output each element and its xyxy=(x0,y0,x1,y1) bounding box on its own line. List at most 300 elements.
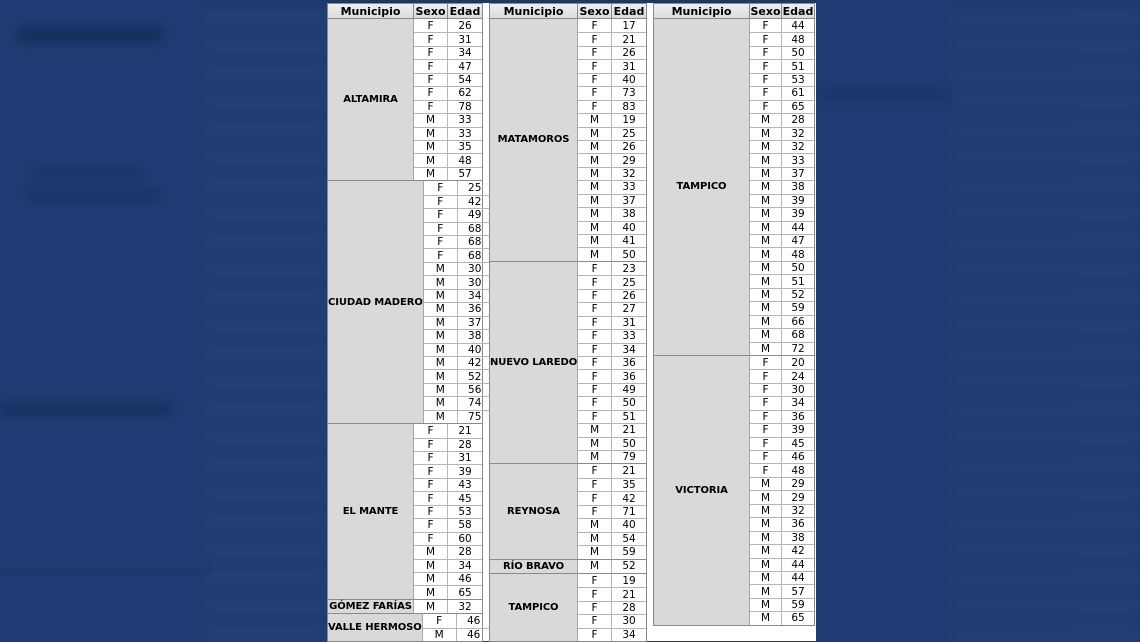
municipio-group xyxy=(328,180,482,423)
sexo-cell: M xyxy=(578,195,612,207)
sexo-cell: F xyxy=(424,196,458,208)
table-row xyxy=(578,167,646,180)
sexo-cell: M xyxy=(578,181,612,193)
sexo-cell: M xyxy=(414,600,448,613)
edad-cell: 52 xyxy=(622,560,636,573)
edad-cell: 48 xyxy=(791,248,805,261)
table-header-row xyxy=(328,4,482,19)
table-row xyxy=(750,584,814,597)
sexo-cell: M xyxy=(414,546,448,558)
sexo-cell: M xyxy=(424,370,458,382)
edad-cell: 21 xyxy=(458,424,472,437)
edad-cell: 75 xyxy=(468,410,482,423)
sexo-cell: F xyxy=(414,101,448,113)
sexo-cell: M xyxy=(414,128,448,140)
sexo-cell: M xyxy=(750,248,782,260)
table-row xyxy=(578,478,646,491)
municipio-name: GÓMEZ FARÍAS xyxy=(328,600,414,613)
edad-cell: 32 xyxy=(791,504,805,517)
table-row xyxy=(414,32,482,45)
sexo-cell: F xyxy=(414,479,448,491)
edad-cell: 27 xyxy=(622,303,636,316)
table-row xyxy=(414,153,482,166)
edad-cell: 19 xyxy=(622,114,636,127)
table-row xyxy=(578,356,646,369)
edad-cell: 38 xyxy=(791,531,805,544)
sexo-cell: M xyxy=(414,114,448,126)
group-rows xyxy=(414,19,482,180)
sexo-cell: M xyxy=(578,438,612,450)
table-row xyxy=(578,207,646,220)
table-row xyxy=(750,140,814,153)
column-header-edad: Edad xyxy=(449,4,481,18)
edad-cell: 38 xyxy=(468,330,482,343)
table-row xyxy=(414,559,482,572)
sexo-cell: F xyxy=(750,47,782,59)
table-row xyxy=(414,464,482,477)
table-row xyxy=(750,410,814,423)
edad-cell: 51 xyxy=(622,410,636,423)
edad-cell: 34 xyxy=(622,343,636,356)
table-row xyxy=(424,222,492,235)
edad-cell: 49 xyxy=(622,384,636,397)
sexo-cell: M xyxy=(414,573,448,585)
table-row xyxy=(414,424,482,437)
edad-cell: 40 xyxy=(468,343,482,356)
table-row xyxy=(424,316,492,329)
sexo-cell: M xyxy=(424,290,458,302)
edad-cell: 42 xyxy=(468,357,482,370)
table-row xyxy=(414,532,482,545)
edad-cell: 71 xyxy=(622,505,636,518)
edad-cell: 36 xyxy=(622,357,636,370)
table-row xyxy=(578,127,646,140)
sexo-cell: M xyxy=(750,343,782,355)
sexo-cell: M xyxy=(750,262,782,274)
table-row xyxy=(578,194,646,207)
table-row xyxy=(578,100,646,113)
background-blurred-text xyxy=(820,90,950,100)
table-row xyxy=(750,261,814,274)
sexo-cell: F xyxy=(750,33,782,45)
table-row xyxy=(750,544,814,557)
table-row xyxy=(750,463,814,476)
edad-cell: 48 xyxy=(458,154,472,167)
table-row xyxy=(414,73,482,86)
group-rows xyxy=(578,262,646,464)
edad-cell: 34 xyxy=(458,47,472,60)
edad-cell: 49 xyxy=(468,209,482,222)
table-row xyxy=(414,438,482,451)
sexo-cell: M xyxy=(424,303,458,315)
edad-cell: 28 xyxy=(458,438,472,451)
sexo-cell: F xyxy=(578,47,612,59)
table-row xyxy=(578,574,646,587)
sexo-cell: F xyxy=(578,290,612,302)
background-blurred-column xyxy=(953,0,1065,641)
sexo-cell: F xyxy=(578,317,612,329)
sexo-cell: M xyxy=(578,424,612,436)
edad-cell: 21 xyxy=(622,588,636,601)
table-row xyxy=(750,207,814,220)
edad-cell: 36 xyxy=(622,370,636,383)
sexo-cell: F xyxy=(414,439,448,451)
edad-cell: 37 xyxy=(791,168,805,181)
sexo-cell: F xyxy=(750,74,782,86)
sexo-cell: M xyxy=(750,128,782,140)
background-blurred-text xyxy=(28,190,160,200)
table-row xyxy=(750,383,814,396)
sexo-cell: F xyxy=(750,397,782,409)
sexo-cell: F xyxy=(578,344,612,356)
group-rows xyxy=(423,614,491,641)
sexo-cell: M xyxy=(750,235,782,247)
table-row xyxy=(578,423,646,436)
table-row xyxy=(578,329,646,342)
edad-cell: 34 xyxy=(458,559,472,572)
sexo-cell: F xyxy=(750,464,782,476)
table-row xyxy=(750,234,814,247)
group-rows xyxy=(578,464,646,558)
sexo-cell: F xyxy=(578,357,612,369)
column-header-sexo: Sexo xyxy=(750,4,781,18)
sexo-cell: F xyxy=(414,533,448,545)
sexo-cell: M xyxy=(414,141,448,153)
edad-cell: 32 xyxy=(622,168,636,181)
table-row xyxy=(750,342,814,355)
edad-cell: 61 xyxy=(791,87,805,100)
sexo-cell: M xyxy=(750,599,782,611)
sexo-cell: F xyxy=(578,276,612,288)
group-rows xyxy=(578,560,646,573)
table-row xyxy=(750,127,814,140)
sexo-cell: M xyxy=(750,114,782,126)
table-row xyxy=(578,560,646,573)
table-row xyxy=(578,316,646,329)
sexo-cell: M xyxy=(578,519,612,531)
table-row xyxy=(750,315,814,328)
edad-cell: 32 xyxy=(791,127,805,140)
group-rows xyxy=(414,424,482,599)
sexo-cell: M xyxy=(423,629,457,641)
table-row xyxy=(750,450,814,463)
edad-cell: 68 xyxy=(468,236,482,249)
table-row xyxy=(578,46,646,59)
background-blurred-text xyxy=(0,403,172,415)
sexo-cell: F xyxy=(414,47,448,59)
sexo-cell: F xyxy=(578,574,612,587)
sexo-cell: M xyxy=(424,276,458,288)
edad-cell: 29 xyxy=(791,478,805,491)
municipio-group xyxy=(654,355,814,625)
edad-cell: 39 xyxy=(458,465,472,478)
table-row xyxy=(578,369,646,382)
edad-cell: 68 xyxy=(468,249,482,262)
sexo-cell: M xyxy=(578,168,612,180)
table-row xyxy=(578,491,646,504)
edad-cell: 30 xyxy=(468,276,482,289)
edad-cell: 68 xyxy=(468,222,482,235)
table-row xyxy=(578,302,646,315)
table-row xyxy=(750,301,814,314)
table-row xyxy=(424,410,492,423)
edad-cell: 56 xyxy=(468,384,482,397)
sexo-cell: M xyxy=(750,316,782,328)
edad-cell: 32 xyxy=(458,600,472,613)
sexo-cell: M xyxy=(424,397,458,409)
edad-cell: 62 xyxy=(458,87,472,100)
municipio-name: ALTAMIRA xyxy=(328,19,414,180)
edad-cell: 46 xyxy=(458,573,472,586)
sexo-cell: M xyxy=(578,208,612,220)
table-row xyxy=(750,598,814,611)
table-row xyxy=(750,73,814,86)
edad-cell: 33 xyxy=(791,154,805,167)
background-blurred-column xyxy=(205,0,327,641)
edad-cell: 30 xyxy=(622,615,636,628)
table-row xyxy=(578,73,646,86)
municipio-table-1 xyxy=(327,3,483,642)
table-row xyxy=(750,167,814,180)
table-row xyxy=(750,611,814,624)
edad-cell: 33 xyxy=(458,114,472,127)
table-row xyxy=(578,343,646,356)
edad-cell: 37 xyxy=(468,316,482,329)
sexo-cell: F xyxy=(750,87,782,99)
table-row xyxy=(750,423,814,436)
sexo-cell: F xyxy=(414,452,448,464)
edad-cell: 35 xyxy=(622,479,636,492)
edad-cell: 47 xyxy=(791,235,805,248)
table-row xyxy=(750,113,814,126)
table-row xyxy=(578,614,646,627)
sexo-cell: F xyxy=(578,262,612,275)
table-row xyxy=(424,302,492,315)
edad-cell: 59 xyxy=(622,546,636,559)
sexo-cell: F xyxy=(424,223,458,235)
table-row xyxy=(414,100,482,113)
sexo-cell: F xyxy=(578,330,612,342)
edad-cell: 36 xyxy=(791,410,805,423)
table-row xyxy=(424,383,492,396)
edad-cell: 52 xyxy=(791,288,805,301)
background-blurred-rule xyxy=(0,570,212,573)
municipio-group xyxy=(490,261,646,464)
table-row xyxy=(578,545,646,558)
table-row xyxy=(424,235,492,248)
edad-cell: 40 xyxy=(622,221,636,234)
table-row xyxy=(750,571,814,584)
table-row xyxy=(578,221,646,234)
table-row xyxy=(414,600,482,613)
table-row xyxy=(578,587,646,600)
edad-cell: 58 xyxy=(458,519,472,532)
edad-cell: 30 xyxy=(468,263,482,276)
sexo-cell: M xyxy=(578,533,612,545)
sexo-cell: F xyxy=(750,60,782,72)
edad-cell: 39 xyxy=(791,194,805,207)
edad-cell: 26 xyxy=(622,289,636,302)
table-header-row xyxy=(490,4,646,19)
edad-cell: 25 xyxy=(622,276,636,289)
sexo-cell: F xyxy=(750,424,782,436)
municipio-group xyxy=(490,19,646,261)
sexo-cell: F xyxy=(750,451,782,463)
municipio-name: TAMPICO xyxy=(654,19,750,355)
edad-cell: 57 xyxy=(791,585,805,598)
table-row xyxy=(750,356,814,369)
sexo-cell: F xyxy=(750,438,782,450)
sexo-cell: F xyxy=(414,424,448,437)
municipio-name: REYNOSA xyxy=(490,464,578,558)
edad-cell: 19 xyxy=(622,574,636,587)
sexo-cell: M xyxy=(750,329,782,341)
sexo-cell: F xyxy=(578,370,612,382)
edad-cell: 50 xyxy=(622,437,636,450)
sexo-cell: M xyxy=(578,114,612,126)
table-row xyxy=(578,19,646,32)
edad-cell: 42 xyxy=(791,545,805,558)
edad-cell: 79 xyxy=(622,451,636,464)
edad-cell: 39 xyxy=(791,424,805,437)
table-row xyxy=(578,113,646,126)
table-row xyxy=(750,531,814,544)
sexo-cell: M xyxy=(750,585,782,597)
edad-cell: 29 xyxy=(791,491,805,504)
edad-cell: 65 xyxy=(458,586,472,599)
municipio-group xyxy=(654,19,814,355)
table-row xyxy=(578,289,646,302)
municipio-name: TAMPICO xyxy=(490,574,578,641)
sexo-cell: F xyxy=(424,209,458,221)
sexo-cell: F xyxy=(414,87,448,99)
municipio-group xyxy=(328,19,482,180)
sexo-cell: F xyxy=(423,614,457,627)
municipio-table-2 xyxy=(489,3,647,642)
edad-cell: 36 xyxy=(468,303,482,316)
sexo-cell: F xyxy=(750,19,782,32)
table-row xyxy=(414,518,482,531)
background-blurred-text xyxy=(30,170,142,179)
edad-cell: 50 xyxy=(791,262,805,275)
municipio-group xyxy=(328,613,482,641)
edad-cell: 26 xyxy=(458,19,472,32)
edad-cell: 54 xyxy=(622,532,636,545)
edad-cell: 57 xyxy=(458,168,472,181)
sexo-cell: F xyxy=(750,370,782,382)
table-row xyxy=(414,167,482,180)
edad-cell: 17 xyxy=(622,19,636,32)
column-header-municipio: Municipio xyxy=(328,4,414,18)
table-row xyxy=(750,328,814,341)
table-row xyxy=(414,505,482,518)
table-row xyxy=(414,19,482,32)
sexo-cell: F xyxy=(578,101,612,113)
sexo-cell: F xyxy=(414,33,448,45)
edad-cell: 48 xyxy=(791,464,805,477)
table-row xyxy=(414,59,482,72)
table-row xyxy=(750,517,814,530)
table-row xyxy=(578,153,646,166)
table-row xyxy=(750,32,814,45)
table-panel xyxy=(327,0,816,641)
edad-cell: 31 xyxy=(622,316,636,329)
table-row xyxy=(578,396,646,409)
column-header-edad: Edad xyxy=(613,4,645,18)
table-row xyxy=(424,208,492,221)
edad-cell: 28 xyxy=(622,602,636,615)
municipio-group xyxy=(328,599,482,613)
municipio-name: RÍO BRAVO xyxy=(490,560,578,573)
table-row xyxy=(424,275,492,288)
edad-cell: 44 xyxy=(791,221,805,234)
sexo-cell: M xyxy=(578,141,612,153)
column-header-municipio: Municipio xyxy=(654,4,750,18)
municipio-group xyxy=(490,463,646,558)
edad-cell: 51 xyxy=(791,60,805,73)
column-header-sexo: Sexo xyxy=(414,4,448,18)
table-row xyxy=(578,59,646,72)
table-row xyxy=(424,343,492,356)
municipio-table-3 xyxy=(653,3,815,626)
sexo-cell: F xyxy=(578,384,612,396)
edad-cell: 31 xyxy=(458,33,472,46)
table-row xyxy=(578,32,646,45)
municipio-group xyxy=(490,573,646,641)
sexo-cell: M xyxy=(578,235,612,247)
table-row xyxy=(424,396,492,409)
sexo-cell: F xyxy=(414,74,448,86)
sexo-cell: M xyxy=(750,141,782,153)
table-header-row xyxy=(654,4,814,19)
edad-cell: 28 xyxy=(458,546,472,559)
sexo-cell: F xyxy=(578,602,612,614)
table-row xyxy=(424,181,492,194)
sexo-cell: M xyxy=(578,154,612,166)
edad-cell: 47 xyxy=(458,60,472,73)
sexo-cell: M xyxy=(414,560,448,572)
edad-cell: 33 xyxy=(458,127,472,140)
table-row xyxy=(578,532,646,545)
sexo-cell: F xyxy=(424,236,458,248)
sexo-cell: F xyxy=(414,19,448,32)
sexo-cell: M xyxy=(424,263,458,275)
edad-cell: 31 xyxy=(622,60,636,73)
table-row xyxy=(578,234,646,247)
table-row xyxy=(578,410,646,423)
edad-cell: 50 xyxy=(791,47,805,60)
table-row xyxy=(750,221,814,234)
municipio-name: VALLE HERMOSO xyxy=(328,614,423,641)
sexo-cell: F xyxy=(424,249,458,261)
edad-cell: 21 xyxy=(622,424,636,437)
table-row xyxy=(750,288,814,301)
edad-cell: 37 xyxy=(622,194,636,207)
table-row xyxy=(424,262,492,275)
sexo-cell: F xyxy=(750,356,782,369)
table-row xyxy=(423,628,491,641)
sexo-cell: F xyxy=(578,397,612,409)
table-row xyxy=(750,369,814,382)
group-rows xyxy=(578,574,646,641)
table-row xyxy=(750,247,814,260)
sexo-cell: M xyxy=(578,451,612,463)
edad-cell: 36 xyxy=(791,518,805,531)
edad-cell: 68 xyxy=(791,329,805,342)
edad-cell: 39 xyxy=(791,208,805,221)
edad-cell: 46 xyxy=(466,628,481,641)
sexo-cell: M xyxy=(578,560,612,573)
